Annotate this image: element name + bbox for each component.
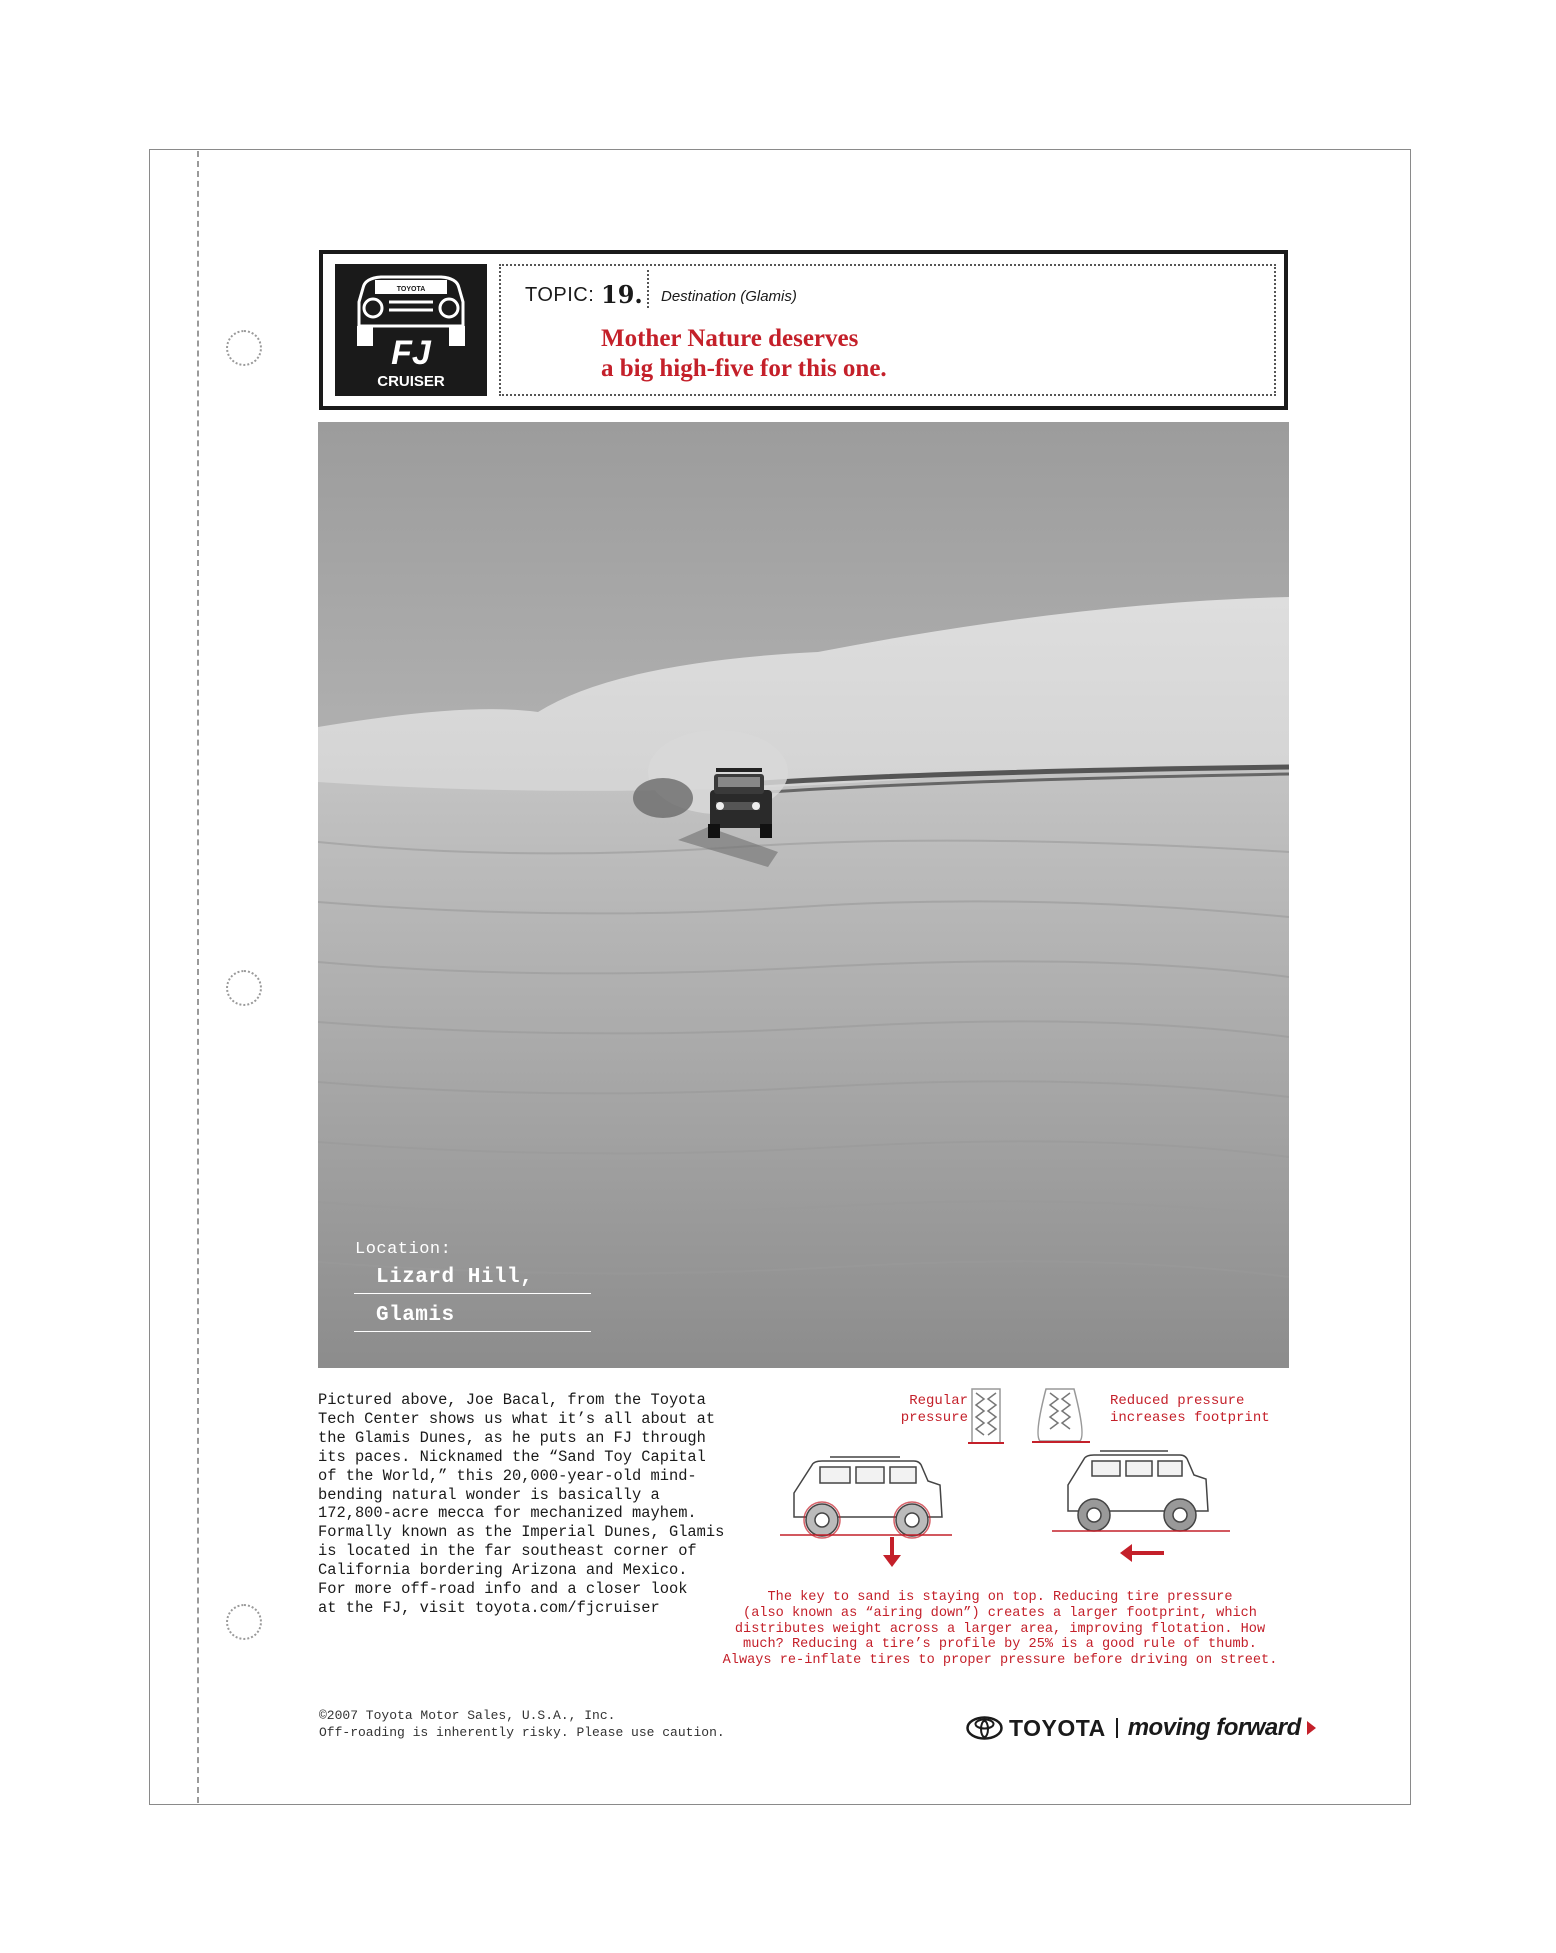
location-name-line-1: Lizard Hill,: [376, 1266, 534, 1289]
fj-cruiser-logo-graphic: [335, 264, 487, 396]
reduced-pressure-label: Reduced pressure increases footprint: [1110, 1393, 1270, 1426]
location-name-line-2: Glamis: [376, 1304, 455, 1327]
location-underline-1: [354, 1293, 591, 1294]
location-underline-2: [354, 1331, 591, 1332]
topic-separator: [647, 270, 649, 308]
headline-line-1: Mother Nature deserves: [601, 325, 859, 352]
logo-cruiser-text: CRUISER: [377, 373, 445, 390]
left-arrow-icon: [1120, 1544, 1164, 1562]
punch-hole-bottom: [226, 1604, 262, 1640]
logo-badge-text: TOYOTA: [396, 286, 426, 293]
play-arrow-icon: [1307, 1721, 1316, 1735]
topic-number: 19.: [601, 280, 643, 309]
topic-header: [319, 250, 1288, 410]
toyota-brand-lockup: [966, 1711, 1316, 1745]
logo-fj-text: FJ: [391, 334, 431, 372]
location-label: Location:: [355, 1240, 452, 1259]
truck-reduced-pressure-icon: [1068, 1451, 1208, 1531]
regular-pressure-label: Regular pressure: [900, 1393, 968, 1426]
punch-hole-top: [226, 330, 262, 366]
topic-label: TOPIC:: [525, 284, 595, 306]
headline-line-2: a big high-five for this one.: [601, 355, 887, 382]
dune-photo: [318, 422, 1289, 1368]
toyota-wordmark: TOYOTA: [1009, 1714, 1106, 1741]
headline: [601, 324, 887, 384]
toyota-emblem-icon: [966, 1716, 1003, 1740]
body-paragraph: Pictured above, Joe Bacal, from the Toyota Tech Center shows us what it’s all about at the Glamis Dunes, as he puts an FJ through its paces. Nicknamed the “Sand Toy Capital of the World,” this 20,000-year-old mind- bending natural wonder is basically a 172,800-acre mecca for mechanized mayhem. Formally known as the Imperial Dunes, Glamis is located in the far southeast corner of California bordering Arizona and Mexico. For more off-road info and a closer look at the FJ, visit toyota.com/fjcruiser: [318, 1391, 725, 1617]
truck-regular-pressure-icon: [794, 1457, 942, 1536]
regular-tire-icon: [968, 1389, 1004, 1443]
tire-diagram-graphic: [700, 1385, 1300, 1585]
diagram-caption: The key to sand is staying on top. Reducing tire pressure (also known as “airing down”) creates a larger footprint, which distributes weight across a larger area, improving flotation. How much? Reducing a tire’s profile by 25% is a good rule of thumb. Always re-inflate tires to proper pressure before driving on street.: [722, 1590, 1278, 1669]
topic-destination: Destination (Glamis): [661, 288, 797, 305]
legal-text: ©2007 Toyota Motor Sales, U.S.A., Inc. Off-roading is inherently risky. Please use caution.: [319, 1708, 725, 1740]
toyota-tagline: moving forward: [1127, 1714, 1301, 1741]
brand-divider: [1116, 1718, 1118, 1738]
reduced-tire-icon: [1032, 1389, 1090, 1442]
dune-photo-graphic: [318, 422, 1289, 1368]
punch-hole-middle: [226, 970, 262, 1006]
down-arrow-icon: [883, 1537, 901, 1567]
perforation-line: [197, 151, 199, 1803]
fj-cruiser-vehicle: [708, 768, 772, 838]
fj-cruiser-logo: [335, 264, 487, 396]
